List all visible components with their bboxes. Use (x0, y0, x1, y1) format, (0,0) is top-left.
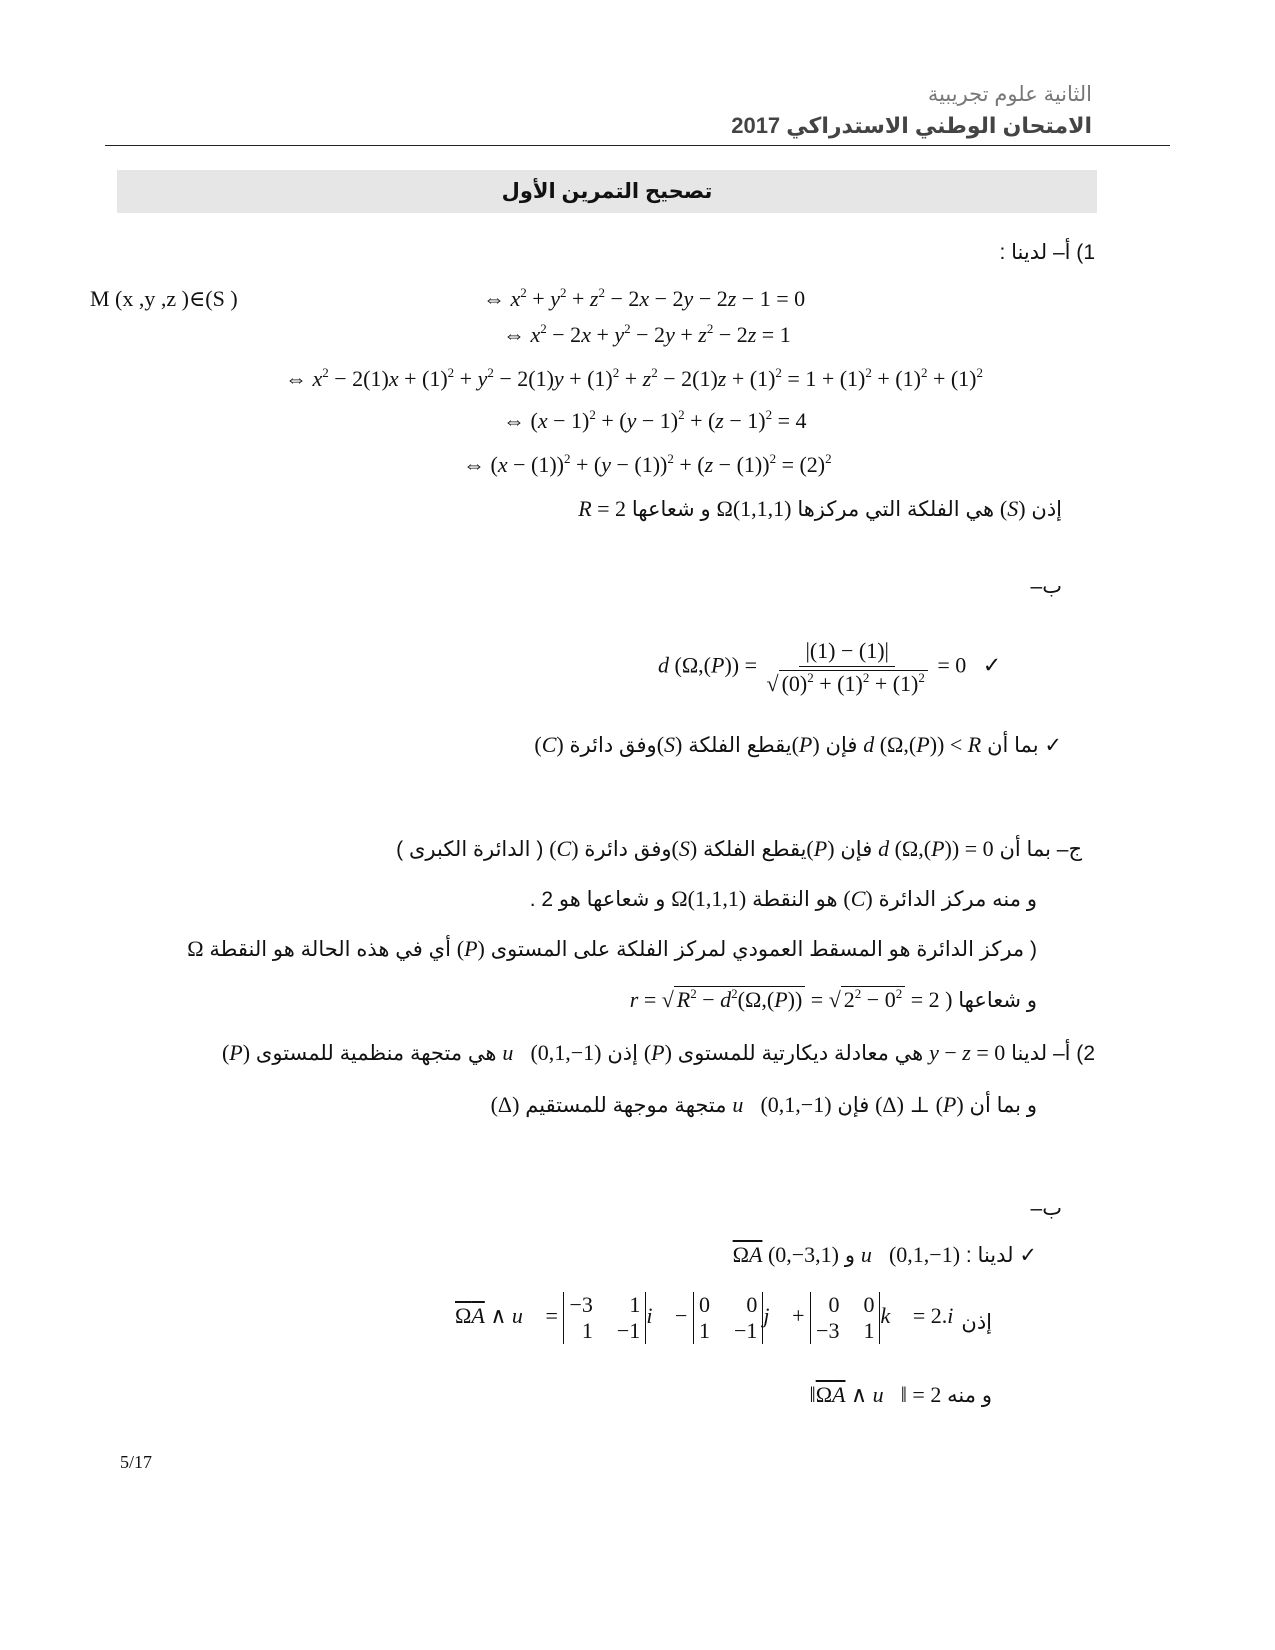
c3-text-2: أي في هذه الحالة هو النقطة (209, 938, 451, 961)
math-S: (S) (999, 496, 1026, 521)
eq-line-3: ⇔ $x^2 - 2(1)x + (1)^2 + y^2 - 2(1)y + (1)^2 + z^2 - 2(1)z + (1)^2 = 1 + (1)^2 + (1)^2 + (1)^2$ (285, 365, 983, 391)
q2-a-line1 (222, 1040, 1095, 1066)
cross-product: ΩA ∧ u⃗ = −3 1 1 −1 i⃗ − 0 0 1 −1 j⃗ + 0 0 −3 1 k⃗ = 2.i⃗ (455, 1292, 971, 1343)
math-S-c: (S) (671, 836, 698, 861)
c2-text-1: و منه مركز الدائرة (878, 888, 1037, 911)
q2a2-text-3: متجهة موجهة للمستقيم (525, 1094, 727, 1117)
math-omega-111: Ω(1,1,1) (716, 496, 792, 521)
b-text-1: بما أن (987, 734, 1039, 757)
distance-fraction: $\frac{|(1) - (1)|}{√ (0)^2 + (1)^2 + (1)^2}$ (767, 638, 928, 697)
math-u-vector-2: u⃗(0,1,−1) (732, 1092, 832, 1117)
q1-c-line1 (396, 836, 1082, 862)
c2-text-3: و شعاعها هو 2 . (529, 888, 666, 911)
b-text-3: يقطع الفلكة (688, 734, 792, 757)
q1-c-line3 (187, 936, 1037, 962)
q2a-text-2: هي معادلة ديكارتية للمستوى (677, 1042, 924, 1065)
header-stream: الثانية علوم تجريبية (927, 83, 1092, 106)
q2a2-text-1: و بما أن (969, 1094, 1037, 1117)
title-bar (117, 170, 1097, 213)
b-text-4: وفق دائرة (569, 734, 657, 757)
q2-a-line2 (491, 1092, 1037, 1118)
header-exam: الامتحان الوطني الاستدراكي 2017 (731, 113, 1092, 138)
math-R2: R = 2 (578, 496, 627, 521)
math-P-q2b: (P) (221, 1040, 251, 1065)
q1-lhs: M (x ,y ,z )∈(S ) (90, 286, 238, 311)
c-text-2: فإن (840, 838, 873, 861)
det-k: 0 0 −3 1 (810, 1292, 880, 1344)
c2-text-2: هو النقطة (752, 888, 838, 911)
math-u-b: u⃗(0,1,−1) (860, 1242, 961, 1267)
q1-a-label: 1) أ– لدينا : (999, 241, 1095, 264)
distance-formula: d (Ω,(P)) = $\frac{|(1) - (1)|}{√ (0)^2 + (1)^2 + (1)^2}$ = 0 ✓ (658, 638, 1002, 696)
q1-c-line2 (530, 886, 1037, 912)
b-text-2: فإن (825, 734, 858, 757)
conclusion-text-2: هي الفلكة التي مركزها (797, 498, 995, 521)
conclusion-text-1: إذن (1031, 498, 1062, 521)
math-u-vector: u⃗(0,1,−1) (502, 1040, 602, 1065)
math-plane-eq: y − z = 0 (929, 1040, 1006, 1065)
q2-b-label: ب– (1030, 1197, 1062, 1220)
q2a2-text-2: فإن (837, 1094, 870, 1117)
page-number: 5/17 (120, 1452, 153, 1472)
math-C: (C) (534, 732, 564, 757)
q1-conclusion (578, 496, 1062, 522)
math-radius: r = √ $R^2 - d^2(\Omega,(P))$ = √ $2^2 - 0^2 = 2$ ) (629, 986, 953, 1012)
q2-b-line2: إذن (961, 1311, 992, 1334)
math-delta: (Δ) (490, 1092, 520, 1117)
eq-line-2: ⇔ $x^2 - 2x + y^2 - 2y + z^2 - 2z = 1$ (503, 321, 791, 347)
q1-b-label: ب– (1030, 575, 1062, 598)
eq-line-1: ⇔ $x^2 + y^2 + z^2 - 2x - 2y - 2z - 1 = 0$ (483, 285, 806, 311)
c-text-1: ج– بما أن (999, 838, 1082, 861)
eq-line-5: ⇔ $(x - (1))^2 + (y - (1))^2 + (z - (1))^2 = (2)^2$ (463, 451, 832, 477)
q2b-text-1: لدينا : (965, 1244, 1014, 1267)
q2a-text-4: هي متجهة منظمية للمستوى (255, 1042, 497, 1065)
c3-text-1: ( مركز الدائرة هو المسقط العمودي لمركز الفلكة على المستوى (490, 938, 1037, 961)
math-P: (P) (791, 732, 820, 757)
math-omega-c3: Ω (187, 936, 204, 961)
math-C-c2: (C) (843, 886, 873, 911)
math-C-c: (C) (549, 836, 579, 861)
math-norm: ‖ΩA ∧ u⃗‖ = 2 (809, 1382, 942, 1407)
check-mark-icon: ✓ (1044, 734, 1062, 757)
c-text-5: ( الدائرة الكبرى ) (396, 838, 544, 861)
q2a-text-1: 2) أ– لدينا (1011, 1042, 1095, 1065)
math-d-less-R: d (Ω,(P)) < R (863, 732, 982, 757)
c-text-3: يقطع الفلكة (703, 838, 807, 861)
q2-b-line1 (733, 1242, 1037, 1268)
det-j: 0 0 1 −1 (693, 1292, 763, 1344)
eq-line-4: ⇔ $(x - 1)^2 + (y - 1)^2 + (z - 1)^2 = 4$ (503, 407, 807, 433)
c-text-4: وفق دائرة (584, 838, 672, 861)
header-rule (105, 145, 1170, 146)
math-P-q2: (P) (643, 1040, 672, 1065)
math-S-2: (S) (656, 732, 683, 757)
page-title: تصحيح التمرين الأول (501, 180, 713, 203)
math-P-c3: (P) (456, 936, 485, 961)
q1-c-line4 (630, 986, 1037, 1013)
c4-text: و شعاعها (958, 989, 1037, 1012)
math-d-zero: d (Ω,(P)) = 0 (878, 836, 994, 861)
math-perp: (Δ) ⊥ (P) (875, 1092, 964, 1117)
check-mark-icon-2: ✓ (1019, 1244, 1037, 1267)
q2b3-text: و منه (947, 1384, 992, 1407)
q2b-text-2: و (844, 1244, 855, 1267)
math-P-c: (P) (806, 836, 835, 861)
q2-b-line3 (810, 1382, 993, 1408)
q1-b-check2 (534, 732, 1062, 758)
q2a-text-3: إذن (607, 1042, 638, 1065)
math-OA: ΩA (0,−3,1) (732, 1242, 839, 1267)
conclusion-text-3: و شعاعها (631, 498, 711, 521)
math-omega-c2: Ω(1,1,1) (671, 886, 747, 911)
det-i: −3 1 1 −1 (563, 1292, 646, 1344)
